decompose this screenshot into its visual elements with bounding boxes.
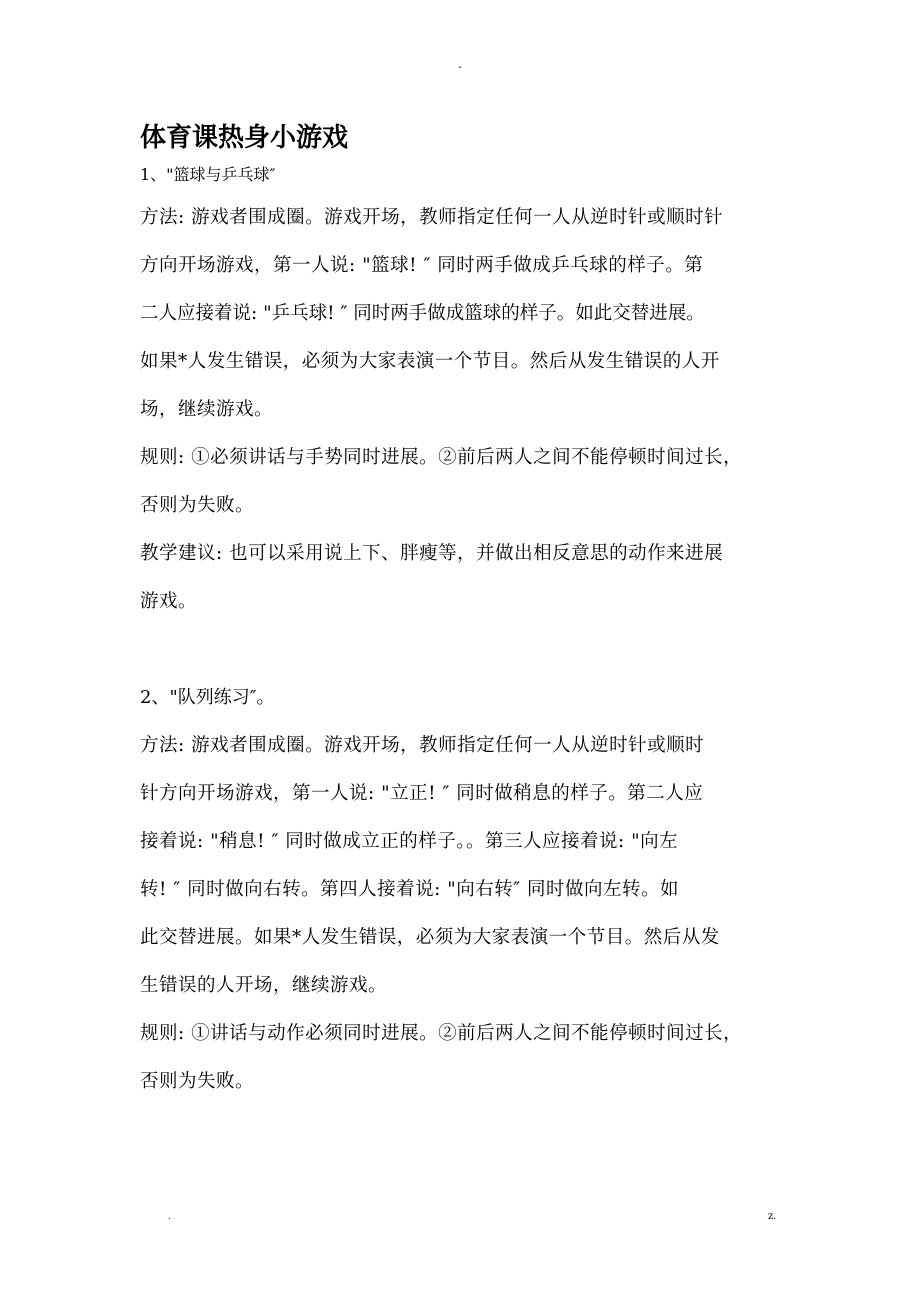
document-body [140, 118, 800, 1106]
footer-mark-left: . [168, 1212, 171, 1222]
text-line: 方向开场游戏，第一人说: "篮球! ″ 同时两手做成乒乓球的样子。第 [140, 255, 704, 276]
text-line: 教学建议: 也可以采用说上下、胖瘦等，并做出相反意思的动作来进展 [140, 543, 724, 564]
text-line: 此交替进展。如果*人发生错误，必须为大家表演一个节目。然后从发 [140, 927, 720, 948]
section-heading: 1、"篮球与乒乓球″ [140, 165, 276, 184]
section-heading: 2、"队列练习″。 [140, 687, 275, 708]
text-line: 规则: ①必须讲话与手势同时进展。②前后两人之间不能停顿时间过长， [140, 447, 743, 468]
section-queue-practice [140, 674, 800, 1106]
text-line: 生错误的人开场，继续游戏。 [140, 975, 388, 996]
document-title: 体育课热身小游戏 [140, 123, 349, 153]
text-line: 否则为失败。 [140, 1071, 255, 1092]
text-line: 方法: 游戏者围成圈。游戏开场，教师指定任何一人从逆时针或顺时 [140, 735, 705, 756]
text-line: 游戏。 [140, 591, 198, 612]
section-basketball-pingpong [140, 162, 800, 626]
text-line: 针方向开场游戏，第一人说: "立正! ″ 同时做稍息的样子。第二人应 [140, 783, 704, 804]
text-line: 场，继续游戏。 [140, 399, 274, 420]
section-spacer [140, 626, 800, 674]
footer-mark-right: z. [768, 1211, 777, 1222]
text-line: 如果*人发生错误，必须为大家表演一个节目。然后从发生错误的人开 [140, 351, 720, 372]
text-line: 规则: ①讲话与动作必须同时进展。②前后两人之间不能停顿时间过长， [140, 1023, 743, 1044]
text-line: 方法: 游戏者围成圈。游戏开场，教师指定任何一人从逆时针或顺时针 [140, 207, 724, 228]
header-mark: - [458, 62, 462, 73]
text-line: 二人应接着说: "乒乓球! ″ 同时两手做成篮球的样子。如此交替进展。 [140, 303, 705, 324]
text-line: 接着说: "稍息! ″ 同时做成立正的样子。。第三人应接着说: "向左 [140, 831, 679, 852]
text-line: 否则为失败。 [140, 495, 255, 516]
text-line: 转! ″ 同时做向右转。第四人接着说: "向右转″ 同时做向左转。如 [140, 879, 680, 900]
